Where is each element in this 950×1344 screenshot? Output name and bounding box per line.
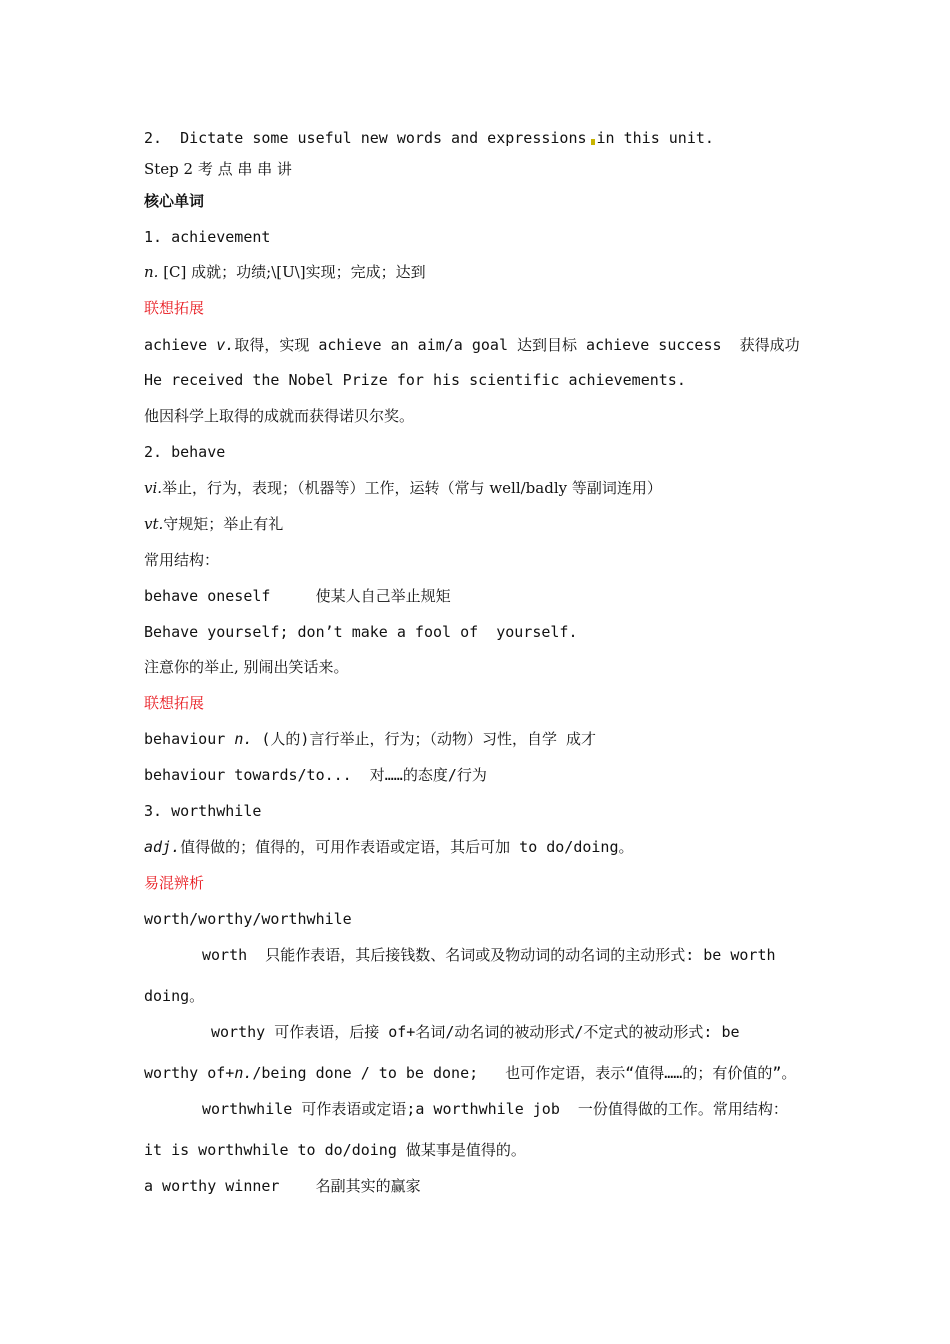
worthwhile-note-line1: worthwhile 可作表语或定语;a worthwhile job 一份值得做的工作。常用结构：	[202, 1100, 788, 1118]
behave-example-en: Behave yourself; don’t make a fool of yourself.	[144, 623, 578, 641]
achievement-definition: n. [C] 成就；功绩;\[U\]实现；完成；达到	[144, 263, 426, 281]
achieve-line: achieve v.取得，实现 achieve an aim/a goal 达到目标 achieve success 获得成功	[144, 336, 800, 354]
worthwhile-definition: adj.值得做的；值得的，可用作表语或定语，其后可加 to do/doing。	[144, 838, 634, 856]
confuse-title: 易混辨析	[144, 874, 205, 892]
word-head-achievement: 1. achievement	[144, 228, 271, 246]
worthy-note-line1: worthy 可作表语，后接 of+名词/动名词的被动形式/不定式的被动形式: be	[211, 1023, 740, 1041]
behave-example-cn: 注意你的举止, 别闹出笑话来。	[144, 658, 349, 676]
intro-item-2: 2. Dictate some useful new words and expressions in this unit.	[144, 129, 714, 147]
worth-note-line1: worth 只能作表语，其后接钱数、名词或及物动词的动名词的主动形式: be worth	[202, 946, 776, 964]
behave-structure: behave oneself 使某人自己举止规矩	[144, 587, 451, 605]
expand-title-2: 联想拓展	[144, 694, 205, 712]
worth-note-line2: doing。	[144, 987, 205, 1005]
behaviour-line: behaviour n. (人的)言行举止，行为；（动物）习性，自学 成才	[144, 730, 597, 748]
step-label: Step 2 考 点 串 串 讲	[144, 160, 292, 178]
behave-vi-definition: vi.举止，行为，表现；（机器等）工作，运转（常与 well/badly 等副词连用）	[144, 479, 662, 497]
worthy-winner-example: a worthy winner 名副其实的赢家	[144, 1177, 421, 1195]
compare-words: worth/worthy/worthwhile	[144, 910, 352, 928]
structure-title: 常用结构：	[144, 551, 220, 569]
achievement-example-cn: 他因科学上取得的成就而获得诺贝尔奖。	[144, 407, 415, 425]
worthy-note-line2: worthy of+n./being done / to be done; 也可作定语，表示“值得……的；有价值的”。	[144, 1064, 797, 1082]
worthwhile-note-line2: it is worthwhile to do/doing 做某事是值得的。	[144, 1141, 526, 1159]
achievement-example-en: He received the Nobel Prize for his scientific achievements.	[144, 371, 686, 389]
word-head-behave: 2. behave	[144, 443, 226, 461]
expand-title-1: 联想拓展	[144, 299, 205, 317]
highlight-mark	[591, 139, 595, 145]
word-head-worthwhile: 3. worthwhile	[144, 802, 262, 820]
section-title: 核心单词	[144, 192, 205, 210]
behaviour-phrase: behaviour towards/to... 对……的态度/行为	[144, 766, 487, 784]
behave-vt-definition: vt.守规矩；举止有礼	[144, 515, 284, 533]
